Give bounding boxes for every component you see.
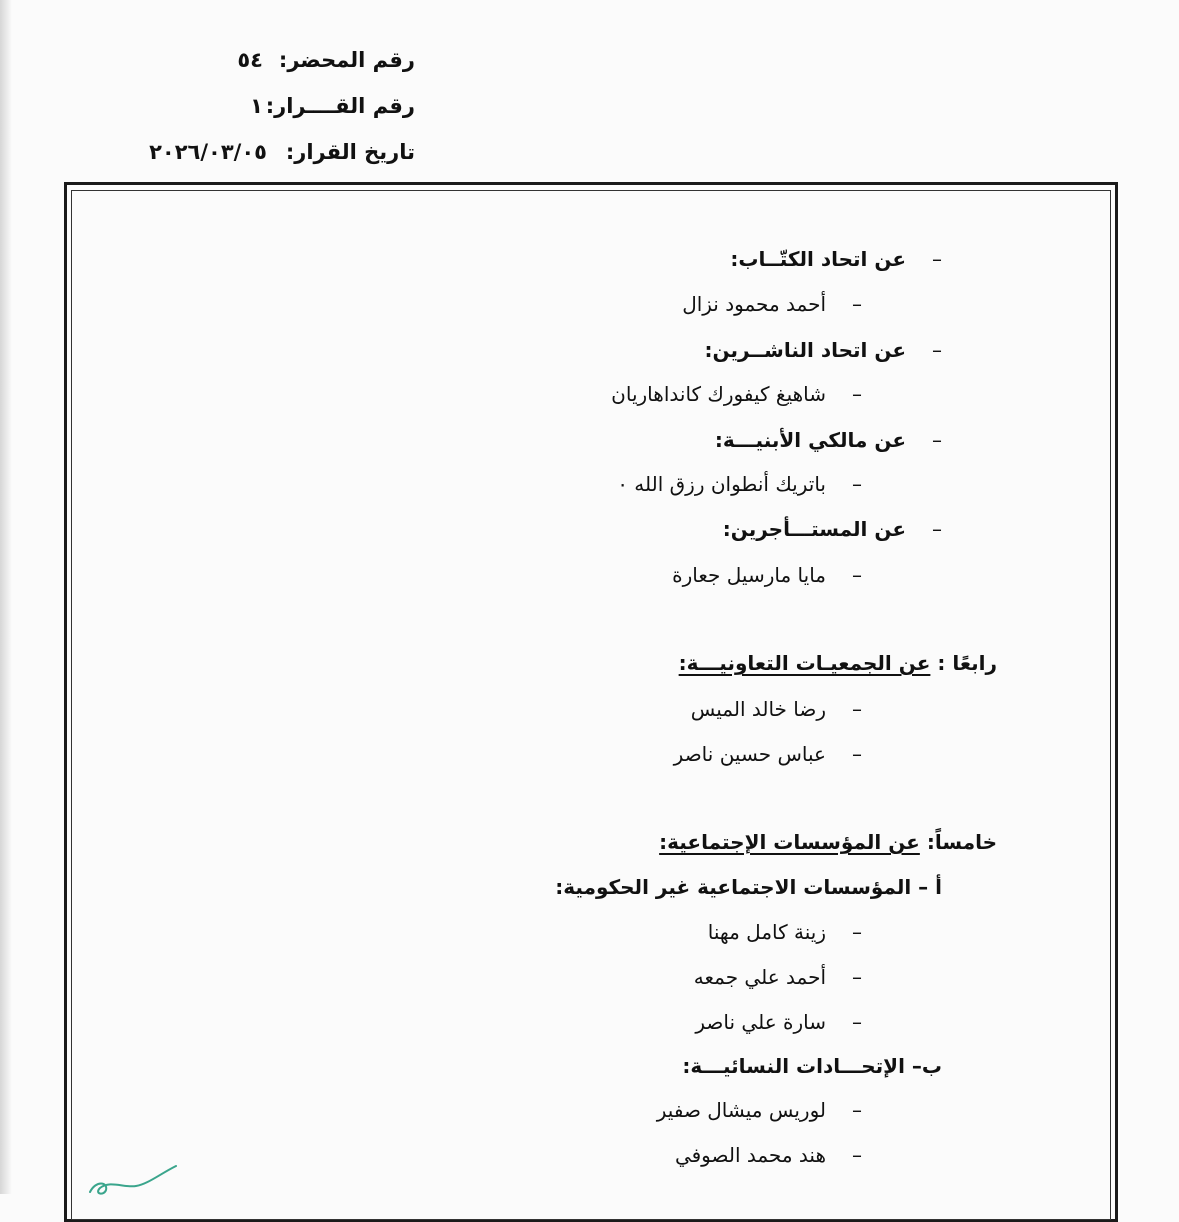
list-dash: – — [852, 920, 862, 944]
list-dash: – — [932, 517, 942, 541]
list-dash: – — [852, 965, 862, 989]
minutes-number-value: ٥٤ — [237, 48, 263, 72]
list-dash: – — [852, 742, 862, 766]
list-dash: – — [932, 428, 942, 452]
section-title-text: عن الجمعيـات التعاونيـــة: — [678, 651, 931, 675]
member-name: باتريك أنطوان رزق الله ٠ — [617, 472, 826, 496]
minutes-number-row — [110, 48, 415, 78]
minutes-number-label: رقم المحضر: — [278, 48, 415, 72]
signature-mark — [84, 1158, 184, 1198]
section-title-text: عن اتحاد الناشــرين: — [704, 338, 906, 362]
member-name: هند محمد الصوفي — [674, 1143, 826, 1167]
list-item — [675, 1143, 862, 1167]
list-item — [674, 742, 862, 766]
subsection-title-womens-unions — [682, 1054, 942, 1078]
section-prefix: خامساً: — [926, 830, 997, 854]
member-name: شاهيغ كيفورك كانداهاريان — [611, 382, 826, 406]
section-title-text: عن المؤسسات الإجتماعية: — [659, 830, 920, 854]
list-dash: – — [852, 1010, 862, 1034]
page-edge-shadow — [0, 0, 12, 1194]
section-title-cooperatives — [679, 651, 997, 675]
member-name: أحمد علي جمعه — [693, 965, 826, 989]
list-dash: – — [932, 247, 942, 271]
list-dash: – — [852, 292, 862, 316]
list-dash: – — [852, 382, 862, 406]
section-title-text: عن مالكي الأبنيـــة: — [714, 428, 906, 452]
decision-date-label: تاريخ القرار: — [285, 140, 415, 164]
decision-number-label: رقم القــــرار: — [265, 94, 415, 118]
list-dash: – — [852, 563, 862, 587]
list-item — [611, 382, 862, 406]
subsection-title-ngos — [555, 875, 942, 899]
list-item — [694, 965, 862, 989]
list-item — [657, 1098, 862, 1122]
section-title-text: عن اتحاد الكتّــاب: — [730, 247, 906, 271]
member-name: سارة علي ناصر — [695, 1010, 826, 1034]
section-title-tenants — [723, 517, 942, 541]
list-item — [682, 292, 862, 316]
list-item — [695, 1010, 862, 1034]
decision-date-row — [110, 140, 415, 170]
member-name: عباس حسين ناصر — [673, 742, 826, 766]
list-item — [691, 697, 862, 721]
section-prefix: رابعًا : — [937, 651, 997, 675]
member-name: رضا خالد الميس — [690, 697, 826, 721]
member-name: زينة كامل مهنا — [707, 920, 826, 944]
decision-number-row — [110, 94, 415, 124]
list-dash: – — [852, 697, 862, 721]
subsection-title-text: ب– الإتحـــادات النسائيـــة: — [682, 1054, 942, 1078]
member-name: أحمد محمود نزال — [682, 292, 826, 316]
section-title-social-institutions — [659, 830, 997, 854]
member-name: لوريس ميشال صفير — [656, 1098, 826, 1122]
subsection-title-text: أ – المؤسسات الاجتماعية غير الحكومية: — [555, 875, 942, 899]
section-title-publishers-union — [705, 338, 942, 362]
list-dash: – — [852, 1098, 862, 1122]
list-dash: – — [932, 338, 942, 362]
section-title-writers-union — [730, 247, 942, 271]
decision-date-value: ٢٠٢٦/٠٣/٠٥ — [149, 140, 267, 164]
list-item — [708, 920, 862, 944]
section-title-text: عن المستـــأجرين: — [722, 517, 906, 541]
list-item — [672, 563, 862, 587]
document-frame-inner — [71, 190, 1111, 1220]
list-dash: – — [852, 1143, 862, 1167]
member-name: مايا مارسيل جعارة — [672, 563, 826, 587]
list-dash: – — [852, 472, 862, 496]
decision-number-value: ١ — [250, 94, 263, 118]
section-title-building-owners — [715, 428, 942, 452]
list-item — [617, 472, 862, 496]
